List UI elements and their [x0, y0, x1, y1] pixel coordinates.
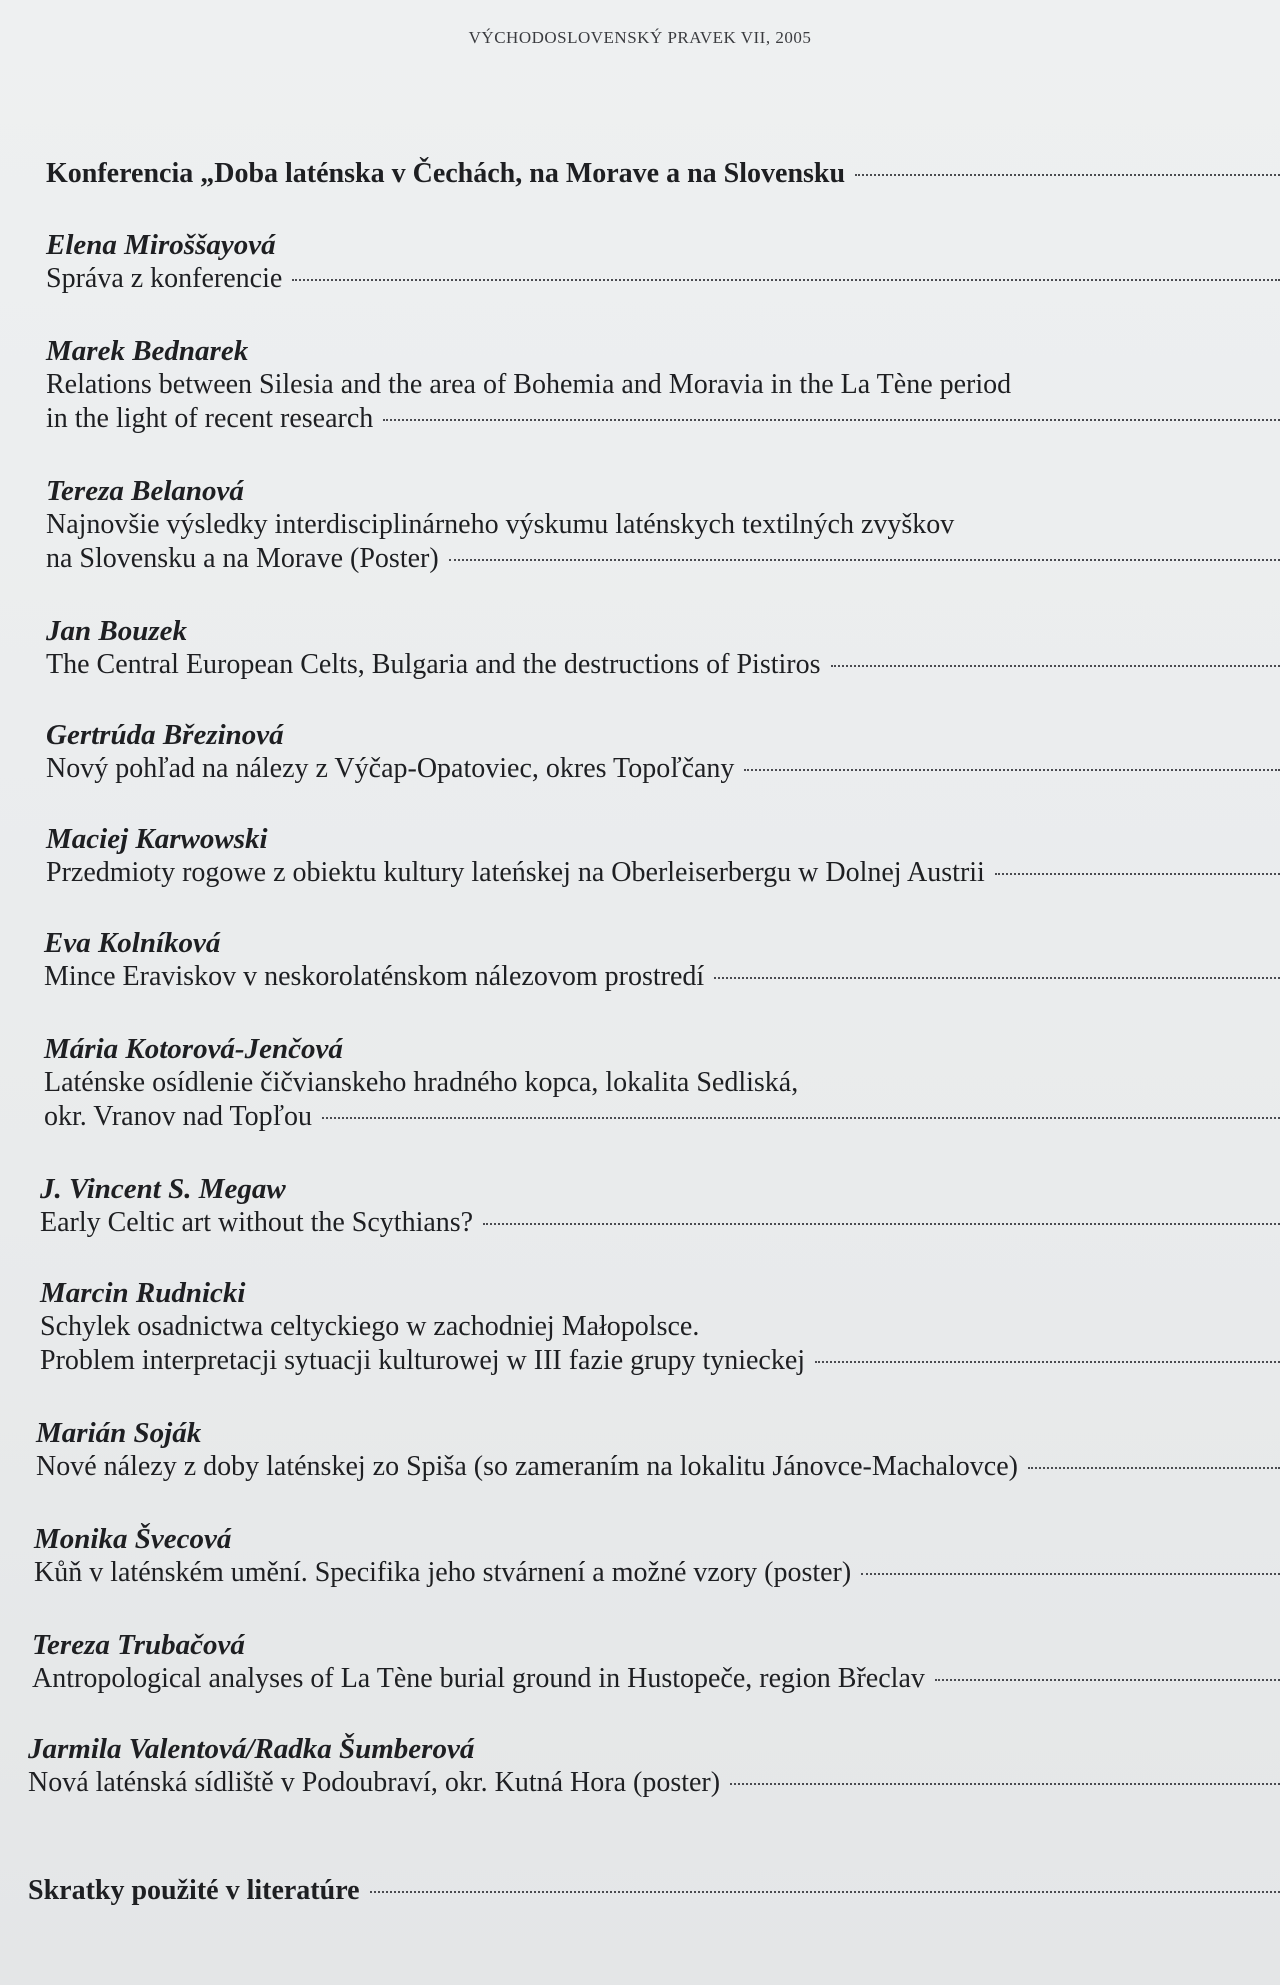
- entry-title-text: okr. Vranov nad Topľou: [44, 1101, 313, 1132]
- entry-title-line: [36, 1450, 1280, 1484]
- abbreviations-title: Skratky použité v literatúre: [28, 1875, 360, 1906]
- entry-title-text: Przedmioty rogowe z obiektu kultury lateńskej na Oberleiserbergu w Dolnej Austrii: [46, 857, 985, 888]
- toc-entry[interactable]: [40, 1172, 1280, 1240]
- dot-leader: [730, 1783, 1280, 1785]
- entry-author: Jarmila Valentová/Radka Šumberová: [28, 1733, 475, 1765]
- entry-title-text: Schylek osadnictwa celtyckiego w zachodniej Małopolsce.: [40, 1311, 700, 1342]
- entry-title-text: Správa z konferencie: [46, 263, 283, 294]
- entry-author: Marcin Rudnicki: [40, 1277, 246, 1309]
- toc-entry[interactable]: [46, 228, 1280, 296]
- entry-title-line: [46, 262, 1280, 296]
- dot-leader: [831, 665, 1280, 667]
- entry-author: Elena Miroššayová: [46, 229, 276, 261]
- toc-entry[interactable]: [44, 1032, 1280, 1134]
- entry-title-line: [40, 1206, 1280, 1240]
- dot-leader: [322, 1117, 1280, 1119]
- toc-entry[interactable]: [44, 926, 1280, 994]
- running-head: VÝCHODOSLOVENSKÝ PRAVEK VII, 2005: [468, 28, 812, 47]
- dot-leader: [370, 1891, 1280, 1893]
- dot-leader: [744, 769, 1280, 771]
- entry-title-text: Nový pohľad na nálezy z Výčap-Opatoviec, okres Topoľčany: [46, 753, 735, 784]
- entry-author: Monika Švecová: [34, 1523, 232, 1555]
- entry-author: Gertrúda Březinová: [46, 719, 284, 751]
- entry-title-text: Antropological analyses of La Tène burial ground in Hustopeče, region Břeclav: [32, 1663, 925, 1694]
- dot-leader: [1028, 1467, 1280, 1469]
- entry-title-text: Nové nálezy z doby laténskej zo Spiša (so zameraním na lokalitu Jánovce-Machalovce): [36, 1451, 1018, 1482]
- toc-entry[interactable]: [40, 1276, 1280, 1378]
- dot-leader: [483, 1223, 1280, 1225]
- entry-title-line: [44, 1066, 1280, 1100]
- entry-title-line: [46, 856, 1280, 890]
- toc-entry[interactable]: [28, 1732, 1280, 1800]
- toc-entry[interactable]: [32, 1628, 1280, 1696]
- entry-author: Jan Bouzek: [46, 615, 188, 647]
- entry-author: Marián Soják: [36, 1417, 202, 1449]
- entry-title-text: Kůň v laténském umění. Specifika jeho stvárnení a možné vzory (poster): [34, 1557, 852, 1588]
- entry-title-line: [32, 1662, 1280, 1696]
- dot-leader: [995, 873, 1280, 875]
- entry-title-line: [46, 542, 1280, 576]
- entry-title-line: [40, 1310, 1280, 1344]
- dot-leader: [292, 279, 1280, 281]
- entry-title-line: [46, 752, 1280, 786]
- toc-entry[interactable]: [36, 1416, 1280, 1484]
- entry-title-text: Mince Eraviskov v neskorolaténskom nálezovom prostredí: [44, 961, 705, 992]
- entry-author: Tereza Trubačová: [32, 1629, 245, 1661]
- toc-entry[interactable]: [34, 1522, 1280, 1590]
- toc-entry[interactable]: [46, 718, 1280, 786]
- entry-title-line: [28, 1766, 1280, 1800]
- abbreviations-heading[interactable]: [28, 1875, 1280, 1907]
- entry-title-text: Laténske osídlenie čičvianskeho hradného kopca, lokalita Sedliská,: [44, 1067, 799, 1098]
- entry-title-text: Nová laténská sídliště v Podoubraví, okr. Kutná Hora (poster): [28, 1767, 721, 1798]
- entry-title-text: in the light of recent research: [46, 403, 374, 434]
- entry-title-line: [46, 508, 1280, 542]
- entry-title-line: [46, 648, 1280, 682]
- entry-title-text: Early Celtic art without the Scythians?: [40, 1207, 474, 1238]
- entry-title-line: [44, 1100, 1280, 1134]
- entry-author: J. Vincent S. Megaw: [40, 1173, 286, 1205]
- entry-author: Marek Bednarek: [46, 335, 249, 367]
- dot-leader: [383, 419, 1280, 421]
- toc-entry[interactable]: [46, 474, 1280, 576]
- conference-heading[interactable]: [46, 158, 1280, 190]
- entry-author: Mária Kotorová-Jenčová: [44, 1033, 343, 1065]
- dot-leader: [935, 1679, 1280, 1681]
- toc-entry[interactable]: [46, 822, 1280, 890]
- conference-title: Konferencia „Doba laténska v Čechách, na Morave a na Slovensku: [46, 158, 846, 189]
- entry-title-text: Problem interpretacji sytuacji kulturowej w III fazie grupy tynieckej: [40, 1345, 806, 1376]
- dot-leader: [449, 559, 1280, 561]
- entry-title-text: The Central European Celts, Bulgaria and the destructions of Pistiros: [46, 649, 821, 680]
- dot-leader: [815, 1361, 1280, 1363]
- entry-title-line: [46, 368, 1280, 402]
- entry-title-line: [46, 402, 1280, 436]
- entry-title-line: [40, 1344, 1280, 1378]
- dot-leader: [855, 174, 1280, 176]
- dot-leader: [714, 977, 1280, 979]
- entry-author: Maciej Karwowski: [46, 823, 268, 855]
- entry-title-text: Relations between Silesia and the area of Bohemia and Moravia in the La Tène period: [46, 369, 1012, 400]
- toc-entry[interactable]: [46, 614, 1280, 682]
- entry-title-text: Najnovšie výsledky interdisciplinárneho výskumu laténskych textilných zvyškov: [46, 509, 955, 540]
- entry-author: Tereza Belanová: [46, 475, 244, 507]
- entry-title-text: na Slovensku a na Morave (Poster): [46, 543, 439, 574]
- toc-entry[interactable]: [46, 334, 1280, 436]
- entry-title-line: [44, 960, 1280, 994]
- entry-title-line: [34, 1556, 1280, 1590]
- entry-author: Eva Kolníková: [44, 927, 221, 959]
- dot-leader: [861, 1573, 1280, 1575]
